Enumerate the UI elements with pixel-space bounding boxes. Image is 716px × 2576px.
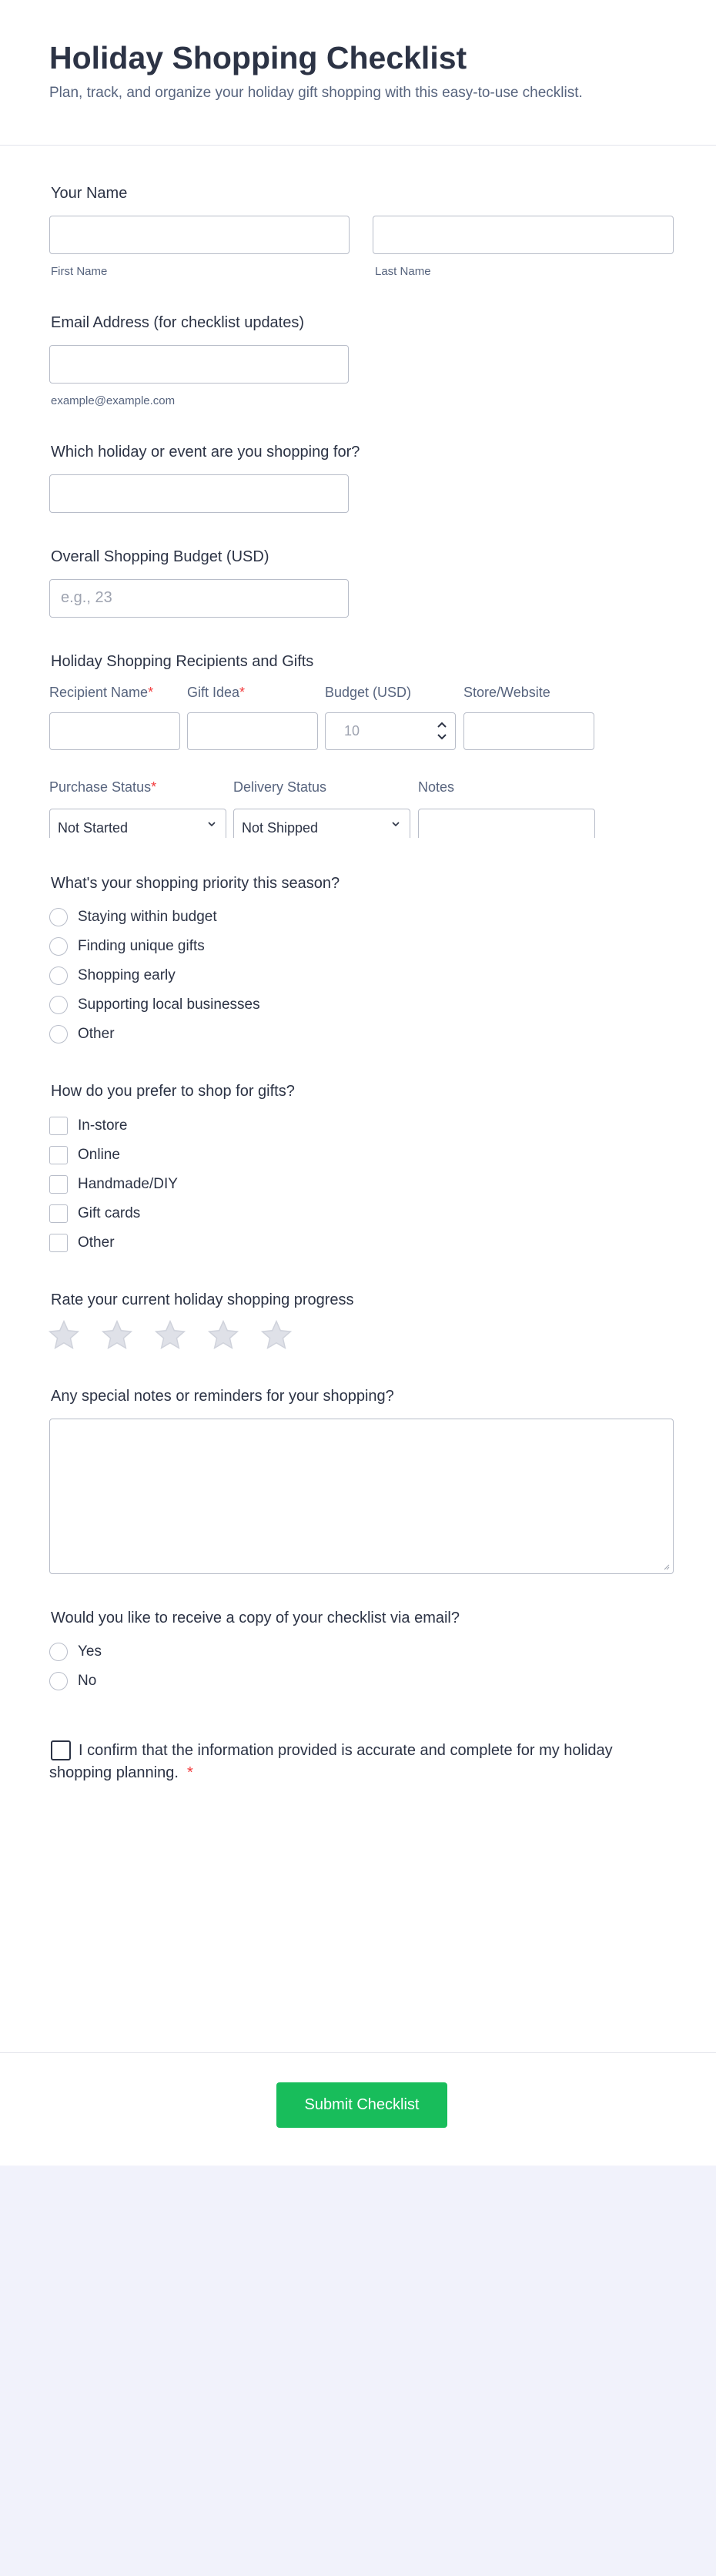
holiday-label: Which holiday or event are you shopping for? bbox=[51, 444, 360, 461]
col-store: Store/Website bbox=[463, 685, 550, 700]
resize-handle-icon[interactable] bbox=[662, 1563, 670, 1570]
chevron-down-icon bbox=[207, 819, 216, 832]
recipient-name-input[interactable] bbox=[49, 712, 180, 750]
radio-button[interactable] bbox=[49, 1025, 68, 1043]
radio-button[interactable] bbox=[49, 966, 68, 985]
first-name-input[interactable] bbox=[49, 216, 350, 254]
footer-divider bbox=[0, 2052, 716, 2053]
chevron-down-icon bbox=[391, 819, 400, 832]
checkbox[interactable] bbox=[49, 1175, 68, 1194]
col-delivery-status: Delivery Status bbox=[233, 779, 327, 795]
form-title: Holiday Shopping Checklist bbox=[49, 40, 467, 75]
priority-label: What's your shopping priority this season? bbox=[51, 875, 340, 892]
col-budget: Budget (USD) bbox=[325, 685, 412, 700]
radio-button[interactable] bbox=[49, 996, 68, 1014]
stepper-arrows-icon[interactable] bbox=[437, 719, 447, 745]
email-input[interactable] bbox=[49, 345, 349, 384]
gift-budget-input[interactable]: 10 bbox=[325, 712, 456, 750]
col-purchase-status: Purchase Status* bbox=[49, 779, 157, 795]
radio-button[interactable] bbox=[49, 1672, 68, 1690]
email-sublabel: example@example.com bbox=[51, 394, 176, 407]
radio-button[interactable] bbox=[49, 937, 68, 956]
notes-label: Any special notes or reminders for your shopping? bbox=[51, 1388, 394, 1405]
name-label: Your Name bbox=[51, 185, 128, 202]
budget-label: Overall Shopping Budget (USD) bbox=[51, 548, 269, 565]
checkbox[interactable] bbox=[49, 1117, 68, 1135]
email-label: Email Address (for checklist updates) bbox=[51, 314, 305, 331]
star-icon[interactable] bbox=[100, 1318, 134, 1352]
shop-pref-label: How do you prefer to shop for gifts? bbox=[51, 1083, 295, 1100]
form-subtitle: Plan, track, and organize your holiday gift shopping with this easy-to-use checklist. bbox=[49, 85, 583, 101]
email-copy-label: Would you like to receive a copy of your checklist via email? bbox=[51, 1610, 460, 1626]
store-website-input[interactable] bbox=[463, 712, 594, 750]
checkbox[interactable] bbox=[49, 1146, 68, 1164]
notes-textarea[interactable] bbox=[49, 1419, 674, 1574]
table-row-clip bbox=[49, 809, 665, 838]
last-name-sublabel: Last Name bbox=[375, 265, 431, 278]
star-icon[interactable] bbox=[206, 1318, 240, 1352]
col-gift-idea: Gift Idea* bbox=[187, 685, 246, 700]
form-header bbox=[0, 0, 716, 146]
form-card: Holiday Shopping Checklist Plan, track, and organize your holiday gift shopping with this easy-to-use checklist. Your Name First Name Last Name Email Address (for checklist updates) example@example.com Which holiday or event are you shopping for? Overall Shopping Budget (USD) e.g., 23 Holiday Shopping Recipients and Gifts Recipient Name* Gift Idea* Budget (USD) Store/Website 10 Purchase Status* Delivery Status Notes Not Started Not Shipped What's your shopping priority this season? Staying within budget Finding unique gifts Shopping early Supporting local businesses Other How do you prefer to shop for gifts? In-store Online Handmade/DIY Gift cards Other Rate your current holiday shopping progress Any special notes or reminders for your shopping? Would you like to receive a copy of your checklist via email? Yes No I confirm that the information provided is accurate and complete for my holiday shopping planning. * Submit Checklist bbox=[0, 0, 716, 2166]
delivery-status-select[interactable]: Not Shipped bbox=[233, 809, 410, 838]
star-icon[interactable] bbox=[259, 1318, 293, 1352]
notes-input[interactable] bbox=[418, 809, 595, 838]
star-icon[interactable] bbox=[47, 1318, 81, 1352]
gift-idea-input[interactable] bbox=[187, 712, 318, 750]
col-notes: Notes bbox=[418, 779, 455, 795]
confirm-text: I confirm that the information provided is accurate and complete for my holiday shopping planning. * bbox=[49, 1742, 613, 1781]
last-name-input[interactable] bbox=[373, 216, 674, 254]
purchase-status-select[interactable]: Not Started bbox=[49, 809, 226, 838]
budget-input[interactable]: e.g., 23 bbox=[49, 579, 349, 618]
star-icon[interactable] bbox=[153, 1318, 187, 1352]
radio-button[interactable] bbox=[49, 1643, 68, 1661]
progress-rating-label: Rate your current holiday shopping progress bbox=[51, 1291, 354, 1308]
submit-button[interactable]: Submit Checklist bbox=[276, 2082, 447, 2128]
holiday-input[interactable] bbox=[49, 474, 349, 513]
checkbox[interactable] bbox=[49, 1204, 68, 1223]
first-name-sublabel: First Name bbox=[51, 265, 108, 278]
col-recipient-name: Recipient Name* bbox=[49, 685, 154, 700]
radio-button[interactable] bbox=[49, 908, 68, 926]
checkbox[interactable] bbox=[49, 1234, 68, 1252]
recipients-table-label: Holiday Shopping Recipients and Gifts bbox=[51, 653, 314, 670]
